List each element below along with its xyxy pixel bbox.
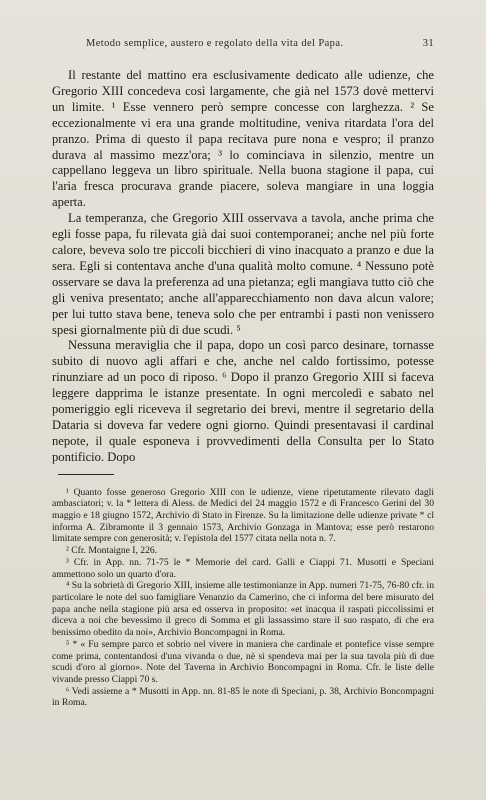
footnote: ² Cfr. Montaigne I, 226. [66,545,158,557]
paragraph: Il restante del mattino era esclusivamente dedicato alle udienze, che Gregorio XIII concedeva così largamente, che già nel 1573 dovè mettervi un limite. ¹ Esse vennero però sempre concesse con larghezza. ² Se eccezionalmente vi era una grande moltitudine, veniva ritardata l'ora del pranzo. Prima di questo il papa recitava pure nona e vespro; il pranzo durava al massimo mezz'ora; ³ lo cominciava in silenzio, mentre un cappellano leggeva un libro spirituale. Nella buona stagione il papa, cui l'aria fresca procurava grande piacere, soleva mangiare in una loggia aperta. [52,68,434,210]
footnote: ¹ Quanto fosse generoso Gregorio XIII con le udienze, viene ripetutamente rilevato dagli ambasciatori; v. la * lettera di Aless. de Medici del 24 maggio 1572 e di Francesco Gerini del 30 maggio e 18 giugno 1572, Archivio di Stato in Firenze. Su la limitazione delle udienze private * cl informa A. Zibramonte il 3 gennaio 1573, Archivio Gonzaga in Mantova; esse però restarono limitate sempre con generosità; v. l'epistola del 1577 citata nella nota n. 7. [52,486,434,545]
running-title: Metodo semplice, austero e regolato della vita del Papa. [86,38,344,49]
footnote: ³ Cfr. in App. nn. 71-75 le * Memorie del card. Galli e Ciappi 71. Musotti e Speciani ammettono solo un quarto d'ora. [52,556,434,580]
paragraph: Nessuna meraviglia che il papa, dopo un così parco desinare, tornasse subito di nuovo agli affari e che, anche nel caldo fortissimo, potesse rinunziare ad un poco di riposo. ⁶ Dopo il pranzo Gregorio XIII si faceva leggere dapprima le istanze presentate. In ogni mercoledì e sabato nel pomeriggio egli riceveva il segretario dei brevi, mentre il segretario della Dataria si doveva far vedere ogni giorno. Quindi presentavasi il cardinal nepote, il quale esponeva i provvedimenti della Consulta per lo Stato pontificio. Dopo [52,338,434,464]
footnote-divider [58,474,114,475]
paragraph: La temperanza, che Gregorio XIII osservava a tavola, anche prima che egli fosse papa, fu rilevata già dai suoi contemporanei; anche nel più forte calore, beveva solo tre piccoli bicchieri di vino inacquato a pranzo e due la sera. Egli si contentava anche d'una qualità molto comune. ⁴ Nessuno potè osservare se dava la preferenza ad una pietanza; egli mangiava tutto ciò che gli veniva presentato; anche all'apparecchiamento non dava alcun valore; per lui tutto stava bene, teneva solo che per entrambi i pasti non venissero spesi giornalmente più di due scudi. ⁵ [52,211,434,337]
page-number: 31 [422,38,434,49]
footnote: ⁵ * « Fu sempre parco et sobrio nel vivere in maniera che cardinale et pontefice visse sempre come prima, contentandosi d'una vivanda o due, nè si spendeva mai per la sua tavola più di due scudi d'oro al giorno». Note del Taverna in Archivio Boncompagni in Roma. Cfr. le liste delle vivande presso Ciappi 70 s. [52,638,434,685]
page-header [86,38,434,49]
footnote: ⁴ Su la sobrietà di Gregorio XIII, insieme alle testimonianze in App. numeri 71-75, 76-80 cfr. in particolare le note del suo famigliare Venanzio da Camerino, che ci informa del bere misurato del papa anche nella stagione più arsa ed osserva in proposito: «et inacqua il raspati piccolissimi et diceva a noi che bevessimo il greco di Somma et gli lassassimo stare il suo raspato, di che era benissimo obedito da noi», Archivio Boncompagni in Roma. [52,580,434,639]
footnotes [52,487,434,709]
main-text [52,68,434,466]
footnote: ⁶ Vedi assieme a * Musotti in App. nn. 81-85 le note di Speciani, p. 38, Archivio Boncompagni in Roma. [52,685,434,709]
